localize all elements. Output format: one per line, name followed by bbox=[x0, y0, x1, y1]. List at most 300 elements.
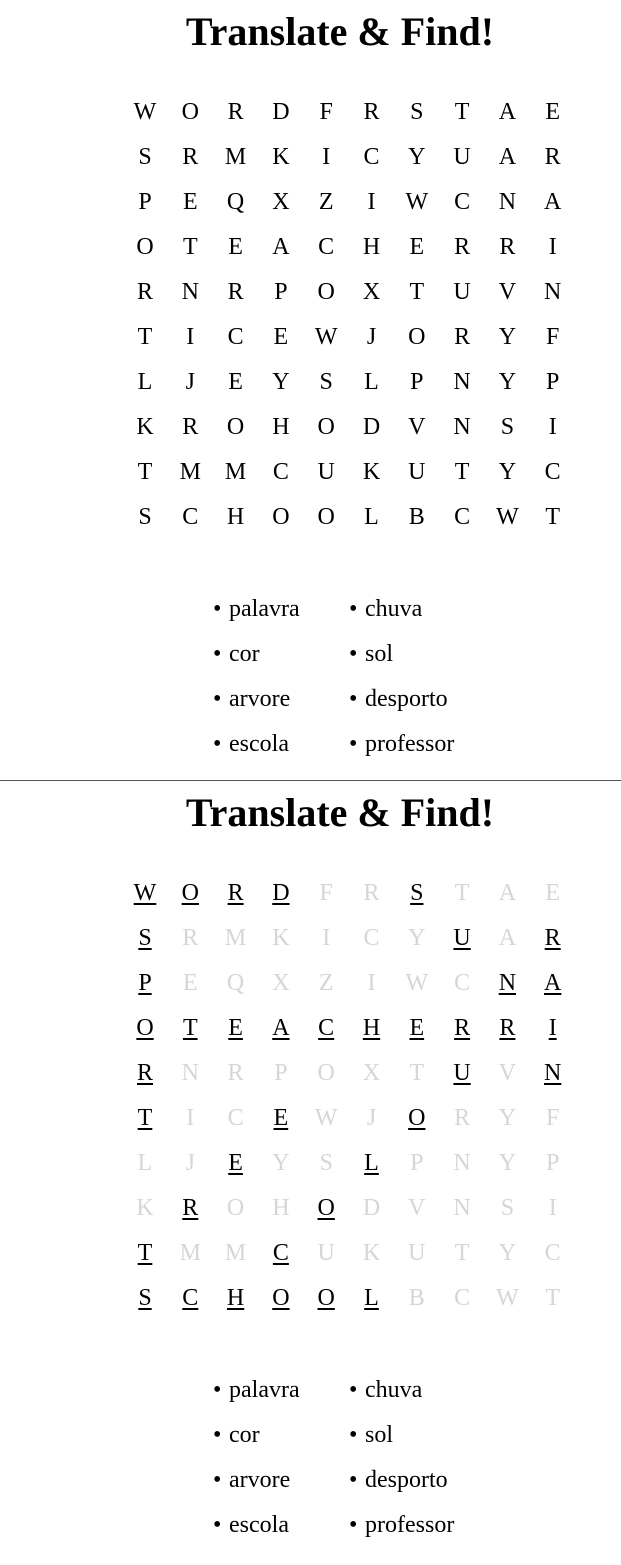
grid-letter: I bbox=[367, 970, 376, 996]
grid-letter: M bbox=[224, 459, 247, 485]
grid-cell bbox=[533, 322, 573, 352]
grid-letter: K bbox=[362, 459, 381, 485]
word-list-item bbox=[349, 1420, 393, 1450]
grid-cell bbox=[170, 1148, 210, 1178]
grid-cell bbox=[397, 923, 437, 953]
grid-cell bbox=[352, 142, 392, 172]
grid-cell bbox=[397, 1013, 437, 1043]
grid-letter: B bbox=[408, 1285, 425, 1311]
grid-cell bbox=[397, 412, 437, 442]
grid-cell bbox=[125, 232, 165, 262]
grid-letter: Z bbox=[318, 189, 334, 215]
grid-cell bbox=[442, 232, 482, 262]
found-letter: T bbox=[137, 1240, 153, 1266]
grid-letter: C bbox=[363, 925, 380, 951]
grid-letter: E bbox=[545, 99, 561, 125]
grid-letter: A bbox=[498, 99, 517, 125]
bullet-icon: • bbox=[349, 1422, 358, 1448]
grid-cell bbox=[533, 412, 573, 442]
puzzle-title: Translate & Find! bbox=[185, 9, 495, 54]
word-list-item bbox=[349, 1465, 448, 1495]
grid-cell bbox=[170, 878, 210, 908]
grid-letter: Z bbox=[318, 970, 334, 996]
word-list-item bbox=[213, 684, 290, 714]
found-letter: H bbox=[226, 1285, 245, 1311]
grid-cell bbox=[442, 1238, 482, 1268]
grid-cell bbox=[125, 1148, 165, 1178]
grid-cell bbox=[261, 142, 301, 172]
grid-cell bbox=[125, 878, 165, 908]
grid-cell bbox=[170, 1283, 210, 1313]
grid-letter: C bbox=[454, 970, 471, 996]
bullet-icon: • bbox=[213, 731, 222, 757]
grid-letter: S bbox=[319, 369, 333, 395]
grid-cell bbox=[442, 1283, 482, 1313]
grid-cell bbox=[487, 367, 527, 397]
grid-letter: F bbox=[546, 1105, 560, 1131]
grid-cell bbox=[397, 457, 437, 487]
grid-letter: D bbox=[362, 1195, 381, 1221]
grid-cell bbox=[125, 923, 165, 953]
grid-cell bbox=[261, 1193, 301, 1223]
grid-cell bbox=[170, 97, 210, 127]
grid-cell bbox=[261, 1148, 301, 1178]
found-letter: E bbox=[228, 1015, 243, 1041]
word-label: professor bbox=[365, 1512, 455, 1538]
grid-cell bbox=[170, 367, 210, 397]
grid-cell bbox=[397, 878, 437, 908]
grid-letter: I bbox=[322, 144, 331, 170]
grid-letter: T bbox=[409, 1060, 425, 1086]
grid-cell bbox=[216, 1193, 256, 1223]
found-letter: E bbox=[228, 1150, 243, 1176]
grid-cell bbox=[352, 1103, 392, 1133]
grid-cell bbox=[352, 1238, 392, 1268]
word-label: sol bbox=[365, 1422, 394, 1448]
bullet-icon: • bbox=[349, 1377, 358, 1403]
grid-letter: T bbox=[137, 324, 153, 350]
grid-cell bbox=[487, 142, 527, 172]
grid-cell bbox=[352, 1148, 392, 1178]
grid-cell bbox=[352, 322, 392, 352]
grid-cell bbox=[352, 502, 392, 532]
grid-letter: T bbox=[545, 1285, 561, 1311]
bullet-icon: • bbox=[213, 641, 222, 667]
grid-cell bbox=[306, 1283, 346, 1313]
grid-letter: I bbox=[548, 234, 557, 260]
grid-cell bbox=[352, 1058, 392, 1088]
found-letter: A bbox=[272, 1015, 290, 1041]
grid-letter: E bbox=[182, 189, 198, 215]
grid-cell bbox=[261, 923, 301, 953]
grid-letter: T bbox=[454, 99, 470, 125]
grid-letter: P bbox=[410, 369, 424, 395]
grid-letter: O bbox=[226, 1195, 245, 1221]
grid-cell bbox=[442, 878, 482, 908]
word-label: palavra bbox=[229, 596, 300, 622]
grid-letter: N bbox=[498, 189, 517, 215]
grid-cell bbox=[533, 968, 573, 998]
grid-cell bbox=[487, 1148, 527, 1178]
word-list-item bbox=[349, 594, 422, 624]
grid-letter: U bbox=[453, 279, 471, 305]
word-label: palavra bbox=[229, 1377, 300, 1403]
found-letter: W bbox=[133, 880, 157, 906]
grid-letter: J bbox=[185, 369, 195, 395]
grid-letter: A bbox=[498, 880, 517, 906]
grid-cell bbox=[442, 367, 482, 397]
word-label: arvore bbox=[229, 686, 291, 712]
grid-letter: I bbox=[548, 1195, 557, 1221]
grid-letter: W bbox=[133, 99, 157, 125]
found-letter: N bbox=[544, 1060, 562, 1086]
grid-cell bbox=[306, 322, 346, 352]
grid-letter: W bbox=[496, 504, 519, 530]
grid-letter: E bbox=[409, 234, 425, 260]
grid-letter: E bbox=[545, 880, 561, 906]
word-label: escola bbox=[229, 1512, 289, 1538]
grid-cell bbox=[170, 502, 210, 532]
grid-letter: K bbox=[136, 414, 154, 440]
grid-cell bbox=[216, 457, 256, 487]
grid-cell bbox=[487, 1193, 527, 1223]
grid-cell bbox=[261, 1013, 301, 1043]
grid-cell bbox=[487, 968, 527, 998]
grid-cell bbox=[261, 277, 301, 307]
grid-letter: Q bbox=[226, 189, 245, 215]
grid-cell bbox=[125, 457, 165, 487]
found-letter: P bbox=[138, 970, 152, 996]
found-letter: O bbox=[136, 1015, 154, 1041]
grid-cell bbox=[397, 1103, 437, 1133]
grid-cell bbox=[352, 1283, 392, 1313]
word-list-item bbox=[349, 639, 393, 669]
grid-cell bbox=[533, 232, 573, 262]
grid-letter: P bbox=[546, 1150, 560, 1176]
grid-letter: P bbox=[410, 1150, 424, 1176]
grid-cell bbox=[306, 232, 346, 262]
grid-cell bbox=[352, 277, 392, 307]
grid-cell bbox=[216, 367, 256, 397]
grid-cell bbox=[170, 1103, 210, 1133]
grid-cell bbox=[487, 232, 527, 262]
word-label: escola bbox=[229, 731, 289, 757]
grid-cell bbox=[125, 1103, 165, 1133]
grid-letter: S bbox=[410, 99, 424, 125]
grid-cell bbox=[125, 367, 165, 397]
grid-cell bbox=[533, 1103, 573, 1133]
grid-letter: R bbox=[227, 99, 244, 125]
grid-letter: O bbox=[181, 99, 199, 125]
grid-letter: E bbox=[228, 234, 243, 260]
found-letter: T bbox=[182, 1015, 198, 1041]
grid-letter: C bbox=[182, 504, 199, 530]
grid-cell bbox=[306, 367, 346, 397]
grid-cell bbox=[306, 277, 346, 307]
grid-cell bbox=[352, 457, 392, 487]
found-letter: S bbox=[138, 925, 152, 951]
grid-cell bbox=[170, 457, 210, 487]
grid-cell bbox=[352, 968, 392, 998]
grid-letter: Y bbox=[498, 1150, 517, 1176]
grid-cell bbox=[216, 1148, 256, 1178]
bullet-icon: • bbox=[349, 686, 358, 712]
grid-letter: C bbox=[544, 459, 561, 485]
grid-cell bbox=[261, 968, 301, 998]
grid-cell bbox=[533, 1283, 573, 1313]
grid-cell bbox=[397, 232, 437, 262]
grid-letter: C bbox=[227, 324, 244, 350]
grid-letter: H bbox=[226, 504, 245, 530]
grid-cell bbox=[533, 187, 573, 217]
grid-cell bbox=[306, 187, 346, 217]
grid-letter: W bbox=[314, 324, 338, 350]
grid-letter: T bbox=[454, 880, 470, 906]
found-letter: C bbox=[182, 1285, 199, 1311]
grid-letter: A bbox=[498, 144, 517, 170]
bullet-icon: • bbox=[349, 596, 358, 622]
grid-letter: X bbox=[272, 970, 290, 996]
grid-cell bbox=[261, 1238, 301, 1268]
grid-letter: W bbox=[405, 189, 429, 215]
grid-letter: K bbox=[136, 1195, 154, 1221]
grid-letter: C bbox=[227, 1105, 244, 1131]
grid-letter: T bbox=[454, 459, 470, 485]
grid-letter: M bbox=[179, 459, 201, 485]
grid-cell bbox=[487, 1013, 527, 1043]
grid-cell bbox=[442, 502, 482, 532]
grid-cell bbox=[125, 97, 165, 127]
grid-cell bbox=[533, 367, 573, 397]
found-letter: I bbox=[548, 1015, 557, 1041]
grid-cell bbox=[261, 367, 301, 397]
grid-letter: P bbox=[546, 369, 560, 395]
word-label: chuva bbox=[365, 596, 423, 622]
grid-cell bbox=[442, 1103, 482, 1133]
bullet-icon: • bbox=[349, 731, 358, 757]
grid-letter: P bbox=[274, 1060, 288, 1086]
word-label: sol bbox=[365, 641, 394, 667]
found-letter: O bbox=[317, 1285, 335, 1311]
grid-cell bbox=[352, 878, 392, 908]
grid-letter: R bbox=[363, 880, 380, 906]
found-letter: E bbox=[409, 1015, 425, 1041]
grid-cell bbox=[216, 187, 256, 217]
grid-cell bbox=[442, 142, 482, 172]
grid-letter: C bbox=[454, 504, 471, 530]
grid-cell bbox=[170, 232, 210, 262]
grid-letter: O bbox=[226, 414, 245, 440]
grid-letter: H bbox=[272, 414, 290, 440]
grid-cell bbox=[487, 412, 527, 442]
grid-letter: H bbox=[362, 234, 381, 260]
grid-cell bbox=[125, 322, 165, 352]
grid-letter: R bbox=[182, 414, 199, 440]
grid-letter: Y bbox=[498, 324, 517, 350]
grid-cell bbox=[125, 1058, 165, 1088]
grid-letter: A bbox=[544, 189, 562, 215]
word-list-item bbox=[349, 729, 454, 759]
word-label: desporto bbox=[365, 686, 448, 712]
grid-letter: F bbox=[546, 324, 560, 350]
grid-letter: A bbox=[272, 234, 290, 260]
grid-cell bbox=[533, 277, 573, 307]
grid-letter: C bbox=[544, 1240, 561, 1266]
grid-cell bbox=[352, 923, 392, 953]
grid-cell bbox=[306, 1148, 346, 1178]
grid-letter: N bbox=[453, 1150, 471, 1176]
found-letter: E bbox=[273, 1105, 289, 1131]
grid-letter: N bbox=[544, 279, 562, 305]
grid-letter: M bbox=[224, 144, 247, 170]
letter-grid bbox=[0, 0, 621, 560]
grid-cell bbox=[533, 923, 573, 953]
grid-cell bbox=[261, 322, 301, 352]
grid-letter: R bbox=[499, 234, 516, 260]
bullet-icon: • bbox=[213, 596, 222, 622]
found-letter: U bbox=[453, 1060, 471, 1086]
grid-cell bbox=[261, 412, 301, 442]
grid-letter: S bbox=[138, 144, 152, 170]
grid-letter: Y bbox=[408, 144, 426, 170]
grid-letter: M bbox=[224, 925, 247, 951]
grid-cell bbox=[306, 1058, 346, 1088]
grid-cell bbox=[533, 457, 573, 487]
grid-letter: U bbox=[453, 144, 471, 170]
word-label: chuva bbox=[365, 1377, 423, 1403]
grid-cell bbox=[261, 97, 301, 127]
grid-letter: Y bbox=[498, 1105, 517, 1131]
grid-cell bbox=[306, 1238, 346, 1268]
grid-cell bbox=[487, 923, 527, 953]
grid-letter: C bbox=[454, 1285, 471, 1311]
grid-cell bbox=[306, 1103, 346, 1133]
grid-cell bbox=[306, 502, 346, 532]
grid-cell bbox=[306, 1193, 346, 1223]
grid-cell bbox=[306, 412, 346, 442]
grid-cell bbox=[170, 322, 210, 352]
grid-letter: O bbox=[317, 1060, 335, 1086]
grid-cell bbox=[442, 187, 482, 217]
grid-cell bbox=[216, 1103, 256, 1133]
grid-cell bbox=[261, 1103, 301, 1133]
grid-letter: N bbox=[181, 1060, 199, 1086]
found-letter: T bbox=[137, 1105, 153, 1131]
found-letter: S bbox=[410, 880, 424, 906]
word-list-item bbox=[349, 1375, 422, 1405]
grid-letter: O bbox=[136, 234, 154, 260]
word-list-item bbox=[213, 639, 260, 669]
grid-letter: X bbox=[362, 279, 381, 305]
grid-cell bbox=[487, 1058, 527, 1088]
grid-cell bbox=[125, 502, 165, 532]
grid-cell bbox=[487, 878, 527, 908]
found-letter: R bbox=[499, 1015, 516, 1041]
grid-cell bbox=[442, 1058, 482, 1088]
found-letter: C bbox=[272, 1240, 289, 1266]
grid-cell bbox=[216, 923, 256, 953]
grid-letter: X bbox=[362, 1060, 381, 1086]
grid-cell bbox=[487, 1103, 527, 1133]
grid-cell bbox=[397, 968, 437, 998]
grid-cell bbox=[125, 142, 165, 172]
grid-cell bbox=[533, 1193, 573, 1223]
grid-letter: O bbox=[408, 324, 426, 350]
bullet-icon: • bbox=[213, 1377, 222, 1403]
grid-letter: Y bbox=[498, 459, 517, 485]
grid-letter: M bbox=[224, 1240, 247, 1266]
grid-letter: T bbox=[182, 234, 198, 260]
grid-cell bbox=[216, 1013, 256, 1043]
puzzle-section bbox=[0, 0, 621, 780]
grid-cell bbox=[216, 1238, 256, 1268]
grid-cell bbox=[533, 1238, 573, 1268]
grid-cell bbox=[533, 1058, 573, 1088]
grid-letter: T bbox=[454, 1240, 470, 1266]
grid-cell bbox=[533, 97, 573, 127]
grid-cell bbox=[397, 367, 437, 397]
grid-letter: C bbox=[454, 189, 471, 215]
grid-cell bbox=[442, 97, 482, 127]
grid-cell bbox=[306, 97, 346, 127]
word-list-item bbox=[213, 1510, 289, 1540]
grid-cell bbox=[397, 322, 437, 352]
grid-letter: O bbox=[272, 504, 290, 530]
grid-cell bbox=[533, 878, 573, 908]
grid-cell bbox=[125, 1238, 165, 1268]
grid-cell bbox=[442, 457, 482, 487]
grid-cell bbox=[170, 412, 210, 442]
word-list-item bbox=[213, 1375, 300, 1405]
grid-letter: L bbox=[364, 504, 379, 530]
grid-cell bbox=[442, 412, 482, 442]
bullet-icon: • bbox=[213, 1467, 222, 1493]
grid-letter: R bbox=[454, 324, 471, 350]
found-letter: O bbox=[181, 880, 199, 906]
grid-cell bbox=[397, 1238, 437, 1268]
grid-cell bbox=[397, 187, 437, 217]
word-list-item bbox=[349, 1510, 454, 1540]
grid-cell bbox=[397, 502, 437, 532]
grid-cell bbox=[125, 968, 165, 998]
grid-cell bbox=[216, 968, 256, 998]
grid-letter: T bbox=[409, 279, 425, 305]
grid-cell bbox=[533, 142, 573, 172]
grid-letter: S bbox=[500, 414, 515, 440]
grid-letter: R bbox=[363, 99, 380, 125]
grid-cell bbox=[170, 187, 210, 217]
grid-letter: S bbox=[138, 504, 152, 530]
grid-letter: U bbox=[317, 1240, 335, 1266]
grid-letter: I bbox=[322, 925, 331, 951]
grid-cell bbox=[261, 1283, 301, 1313]
word-label: cor bbox=[229, 641, 260, 667]
grid-cell bbox=[216, 277, 256, 307]
grid-letter: D bbox=[272, 99, 290, 125]
grid-cell bbox=[352, 97, 392, 127]
grid-cell bbox=[306, 923, 346, 953]
grid-cell bbox=[442, 1148, 482, 1178]
grid-cell bbox=[306, 142, 346, 172]
grid-letter: P bbox=[138, 189, 152, 215]
grid-letter: I bbox=[548, 414, 557, 440]
grid-cell bbox=[216, 232, 256, 262]
grid-cell bbox=[397, 1193, 437, 1223]
grid-cell bbox=[487, 187, 527, 217]
grid-cell bbox=[397, 142, 437, 172]
grid-letter: R bbox=[454, 234, 471, 260]
grid-cell bbox=[352, 1193, 392, 1223]
